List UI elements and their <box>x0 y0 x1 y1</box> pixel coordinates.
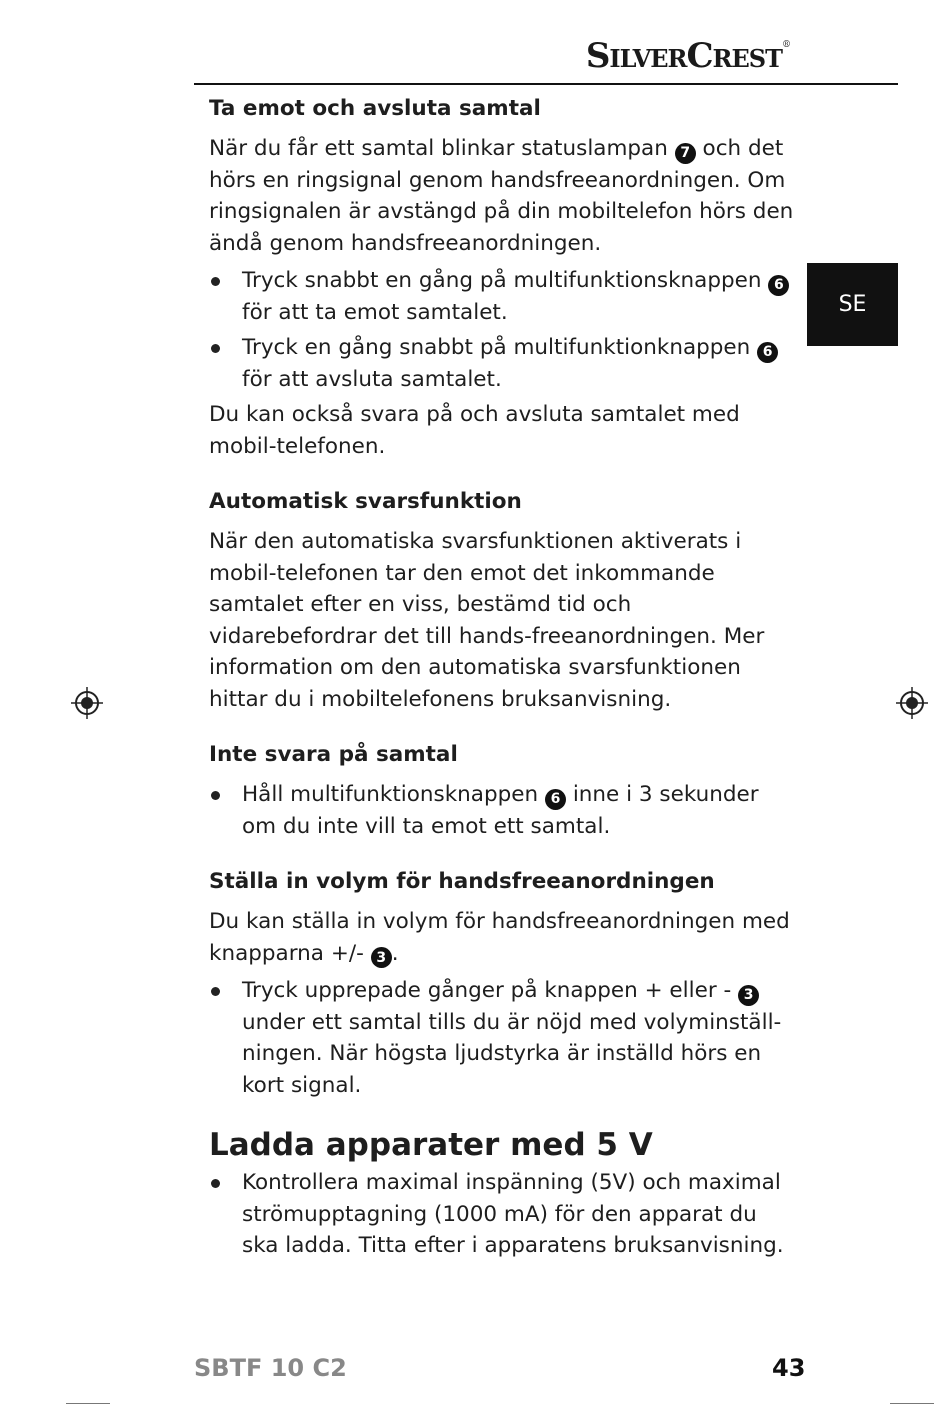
chapter-heading: Ladda apparater med 5 V <box>209 1127 653 1163</box>
crop-mark <box>890 1403 934 1404</box>
part-number-badge: 6 <box>768 275 789 296</box>
section-decline-call <box>209 737 794 842</box>
bullet-list <box>209 265 794 395</box>
list-item: Kontrollera maximal inspänning (5V) och maximal strömupptagning (1000 mA) för den apparat du ska ladda. Titta efter i apparatens bruksanvisning. <box>209 1167 794 1262</box>
section-heading: Ställa in volym för handsfreeanordningen <box>209 869 715 894</box>
text: . <box>391 940 399 966</box>
text: inne i 3 sekunder om du inte vill ta emot ett samtal. <box>242 782 759 839</box>
part-number-badge: 6 <box>545 789 566 810</box>
paragraph: Du kan också svara på och avsluta samtalet med mobil-telefonen. <box>209 402 740 459</box>
section-heading: Inte svara på samtal <box>209 742 458 767</box>
paragraph <box>209 906 794 969</box>
text: Tryck upprepade gånger på knappen + eller - <box>242 978 732 1003</box>
list-item <box>209 975 794 1101</box>
paragraph <box>209 133 794 259</box>
part-number-badge: 6 <box>757 342 778 363</box>
text: för att ta emot samtalet. <box>242 299 508 325</box>
section-answer-end-call <box>209 91 794 462</box>
brand-logo <box>586 36 790 76</box>
paragraph: När den automatiska svarsfunktionen aktiverats i mobil-telefonen tar den emot det inkommande samtalet efter en viss, bestämd tid och vidarebefordrar det till hands-freeanordningen. Mer information om den automatiska svarsfunktionen hittar du i mobiltelefonens bruksanvisning. <box>209 529 765 712</box>
bullet-list <box>209 779 794 842</box>
text: och det hörs en ringsignal genom handsfreeanordningen. Om ringsignalen är avstängd på din mobiltelefon hörs den ändå genom handsfreeanordningen. <box>209 136 794 256</box>
section-volume <box>209 864 794 1101</box>
text: Tryck snabbt en gång på multifunktionsknappen <box>242 268 762 293</box>
language-tab: SE <box>807 263 898 346</box>
text: Du kan ställa in volym för handsfreeanordningen med knapparna +/- <box>209 909 790 966</box>
part-number-badge: 7 <box>675 143 696 164</box>
list-item <box>209 332 794 395</box>
part-number-badge: 3 <box>738 985 759 1006</box>
part-number-badge: 3 <box>371 947 392 968</box>
text: När du får ett samtal blinkar statuslampan <box>209 136 668 161</box>
footer-model-number: SBTF 10 C2 <box>194 1354 347 1382</box>
text: under ett samtal tills du är nöjd med volyminställ-ningen. När högsta ljudstyrka är inställd hörs en kort signal. <box>242 1009 782 1098</box>
section-heading: Automatisk svarsfunktion <box>209 489 522 514</box>
brand-name: SilverCrest <box>585 36 782 76</box>
section-heading: Ta emot och avsluta samtal <box>209 96 541 121</box>
registration-mark-left-icon <box>70 686 104 720</box>
section-charging <box>209 1123 794 1262</box>
page-content <box>209 91 794 1266</box>
text: Tryck en gång snabbt på multifunktionknappen <box>242 335 751 360</box>
bullet-list <box>209 1167 794 1262</box>
registration-mark-right-icon <box>895 686 929 720</box>
page-number: 43 <box>772 1354 806 1382</box>
list-item <box>209 265 794 328</box>
section-auto-answer <box>209 484 794 715</box>
text: för att avsluta samtalet. <box>242 366 502 392</box>
registered-mark: ® <box>782 40 790 50</box>
header-rule <box>194 83 898 85</box>
list-item <box>209 779 794 842</box>
crop-mark <box>66 1403 110 1404</box>
bullet-list <box>209 975 794 1101</box>
text: Håll multifunktionsknappen <box>242 782 539 807</box>
